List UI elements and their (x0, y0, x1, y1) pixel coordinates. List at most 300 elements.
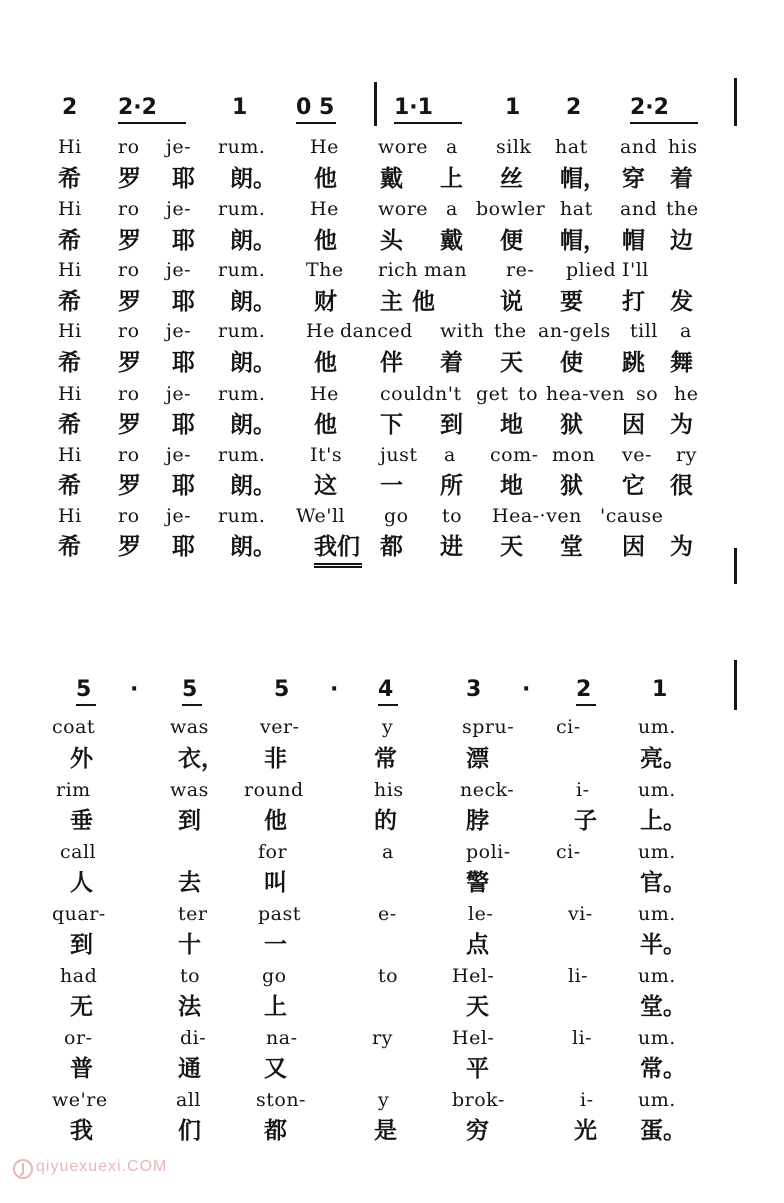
syllable: um. (638, 1027, 676, 1049)
syllable: the (494, 320, 527, 342)
syllable: Hi (58, 198, 82, 220)
syllable: ro (118, 198, 140, 220)
character: 朗。 (230, 166, 276, 192)
syllable: na- (266, 1027, 298, 1049)
character: 到 (70, 932, 93, 958)
syllable: ve- (622, 444, 652, 466)
syllable: Hi (58, 259, 82, 281)
syllable: poli- (466, 841, 511, 863)
syllable: had (60, 965, 98, 987)
character: 狱 (560, 412, 583, 438)
character: 耶 (172, 412, 195, 438)
syllable: ry (676, 444, 697, 466)
note-7: 1 (652, 677, 668, 702)
character: 耶 (172, 350, 195, 376)
character: 无 (70, 994, 93, 1020)
character: 去 (178, 870, 201, 896)
syllable: Hi (58, 383, 82, 405)
character: 耶 (172, 473, 195, 499)
character: 狱 (560, 473, 583, 499)
character: 因 (622, 412, 645, 438)
lyric-cn-line (0, 992, 784, 1022)
syllable: to (180, 965, 201, 987)
lyric-en-line (0, 380, 784, 410)
lyric-cn-line (0, 930, 784, 960)
syllable: to (378, 965, 399, 987)
watermark-logo-icon (12, 1158, 34, 1180)
syllable: ro (118, 136, 140, 158)
character: 罗 (118, 166, 141, 192)
syllable: and (620, 198, 658, 220)
character: 外 (70, 746, 93, 772)
syllable: je- (166, 136, 192, 158)
character: 光 (574, 1118, 597, 1144)
lyric-en-line (0, 838, 784, 868)
syllable: je- (166, 444, 192, 466)
syllable: je- (166, 505, 192, 527)
syllable: a (382, 841, 394, 863)
lyric-cn-line (0, 410, 784, 440)
syllable: um. (638, 965, 676, 987)
character: 十 (178, 932, 201, 958)
character: 到 (440, 412, 463, 438)
syllable: e- (378, 903, 397, 925)
syllable: hat (560, 198, 593, 220)
syllable: um. (638, 1089, 676, 1111)
syllable: ro (118, 383, 140, 405)
syllable: man (424, 259, 468, 281)
character: 跳 (622, 350, 645, 376)
character: 希 (58, 473, 81, 499)
character: 主 (380, 289, 403, 315)
character: 漂 (466, 746, 489, 772)
character: 点 (466, 932, 489, 958)
lyric-en-line (0, 1086, 784, 1116)
syllable: was (170, 716, 209, 738)
syllable: he (674, 383, 699, 405)
character: 地 (500, 473, 523, 499)
character: 到 (178, 808, 201, 834)
syllable: We'll (296, 505, 346, 527)
character: 朗。 (230, 228, 276, 254)
syllable: spru- (462, 716, 515, 738)
character: 通 (178, 1056, 201, 1082)
syllable: Hi (58, 136, 82, 158)
syllable: go (384, 505, 409, 527)
character: 为 (670, 534, 693, 560)
syllable: It's (310, 444, 343, 466)
beam-underline (378, 704, 398, 706)
character: 朗。 (230, 473, 276, 499)
character: 亮。 (640, 746, 686, 772)
syllable: Hi (58, 320, 82, 342)
syllable: re- (506, 259, 535, 281)
end-bar-line (734, 660, 737, 710)
lyric-en-line (0, 133, 784, 163)
character: 法 (178, 994, 201, 1020)
syllable: round (244, 779, 304, 801)
syllable: vi- (568, 903, 593, 925)
character: 天 (500, 350, 523, 376)
character: 我们 (314, 534, 360, 560)
note-3: 1 (232, 95, 248, 120)
beam-underline (296, 122, 336, 124)
syllable: 'cause (600, 505, 664, 527)
beam-underline (118, 122, 186, 124)
syllable: mon (552, 444, 596, 466)
note-2: 5 (182, 677, 198, 702)
syllable: um. (638, 779, 676, 801)
syllable: get (476, 383, 509, 405)
syllable: rum. (218, 444, 266, 466)
syllable: je- (166, 383, 192, 405)
note-4: 4 (378, 677, 394, 702)
character: 耶 (172, 289, 195, 315)
character: 他 (264, 808, 287, 834)
syllable: neck- (460, 779, 515, 801)
character: 希 (58, 350, 81, 376)
bar-line (374, 82, 377, 126)
syllable: le- (468, 903, 494, 925)
syllable: ci- (556, 716, 581, 738)
lyric-en-line (0, 900, 784, 930)
syllable: a (444, 444, 456, 466)
character: 上 (440, 166, 463, 192)
character: 官。 (640, 870, 686, 896)
syllable: ro (118, 444, 140, 466)
character: 罗 (118, 228, 141, 254)
character: 使 (560, 350, 583, 376)
syllable: rich (378, 259, 419, 281)
syllable: rum. (218, 198, 266, 220)
watermark-text: qiyuexuexi.COM (36, 1158, 168, 1175)
syllable: i- (580, 1089, 594, 1111)
lyric-en-line (0, 195, 784, 225)
syllable: to (442, 505, 463, 527)
syllable: je- (166, 198, 192, 220)
note-5: 3 (466, 677, 482, 702)
note-5: 1·1 (394, 95, 433, 120)
lyric-cn-line (0, 806, 784, 836)
syllable: rum. (218, 383, 266, 405)
note-8: 2·2 (630, 95, 669, 120)
lyric-en-line (0, 502, 784, 532)
beam-underline (76, 704, 96, 706)
syllable: ry (372, 1027, 393, 1049)
character: 一 (264, 932, 287, 958)
character: 他 (314, 166, 337, 192)
syllable: ro (118, 505, 140, 527)
lyric-cn-line (0, 744, 784, 774)
syllable: He (310, 383, 339, 405)
character: 这 (314, 473, 337, 499)
syllable: um. (638, 841, 676, 863)
character: 人 (70, 870, 93, 896)
beam-underline (576, 704, 596, 706)
character: 耶 (172, 228, 195, 254)
character: 希 (58, 289, 81, 315)
double-underline (314, 563, 362, 568)
character: 上。 (640, 808, 686, 834)
note-6: 2 (576, 677, 592, 702)
character: 常 (374, 746, 397, 772)
character: 叫 (264, 870, 287, 896)
character: 地 (500, 412, 523, 438)
syllable: rum. (218, 259, 266, 281)
note-3: 5 (274, 677, 290, 702)
character: 边 (670, 228, 693, 254)
character: 进 (440, 534, 463, 560)
syllable: ci- (556, 841, 581, 863)
character: 它 (622, 473, 645, 499)
note-7: 2 (566, 95, 582, 120)
syllable: go (262, 965, 287, 987)
syllable: rum. (218, 505, 266, 527)
character: 天 (500, 534, 523, 560)
character: 罗 (118, 473, 141, 499)
character: 着 (670, 166, 693, 192)
character: 戴 (440, 228, 463, 254)
character: 衣， (178, 746, 224, 772)
character: 脖 (466, 808, 489, 834)
syllable: wore (378, 198, 429, 220)
syllable: The (306, 259, 344, 281)
lyric-cn-line (0, 532, 784, 562)
syllable: quar- (52, 903, 106, 925)
syllable: was (170, 779, 209, 801)
character: 朗。 (230, 289, 276, 315)
lyric-cn-line (0, 226, 784, 256)
syllable: je- (166, 259, 192, 281)
lyric-cn-line (0, 164, 784, 194)
note-dot: · (130, 677, 139, 702)
lyric-cn-line (0, 471, 784, 501)
lyric-en-line (0, 256, 784, 286)
character: 朗。 (230, 412, 276, 438)
syllable: or- (64, 1027, 93, 1049)
character: 财 (314, 289, 337, 315)
character: 平 (466, 1056, 489, 1082)
syllable: just (380, 444, 418, 466)
character: 帽， (560, 166, 606, 192)
syllable: past (258, 903, 301, 925)
character: 堂 (560, 534, 583, 560)
character: 说 (500, 289, 523, 315)
character: 戴 (380, 166, 403, 192)
syllable: plied (566, 259, 617, 281)
note-6: 1 (505, 95, 521, 120)
syllable: He (306, 320, 335, 342)
lyric-en-line (0, 776, 784, 806)
syllable: Hel- (452, 965, 495, 987)
character: 很 (670, 473, 693, 499)
character: 天 (466, 994, 489, 1020)
character: 普 (70, 1056, 93, 1082)
syllable: couldn't (380, 383, 462, 405)
lyric-en-line (0, 713, 784, 743)
syllable: ter (178, 903, 208, 925)
character: 耶 (172, 166, 195, 192)
syllable: so (636, 383, 659, 405)
beam-underline (182, 704, 202, 706)
syllable: with (440, 320, 485, 342)
syllable: li- (568, 965, 589, 987)
syllable: the (666, 198, 699, 220)
syllable: and (620, 136, 658, 158)
syllable: a (446, 198, 458, 220)
character: 希 (58, 166, 81, 192)
character: 要 (560, 289, 583, 315)
character: 希 (58, 534, 81, 560)
character: 罗 (118, 289, 141, 315)
character: 为 (670, 412, 693, 438)
character: 帽， (560, 228, 606, 254)
syllable: li- (572, 1027, 593, 1049)
syllable: um. (638, 716, 676, 738)
syllable: a (446, 136, 458, 158)
syllable: to (518, 383, 539, 405)
character: 都 (380, 534, 403, 560)
lyric-en-line (0, 317, 784, 347)
beam-underline (630, 122, 698, 124)
note-dot: · (330, 677, 339, 702)
syllable: He (310, 198, 339, 220)
note-2: 2·2 (118, 95, 157, 120)
syllable: till (630, 320, 658, 342)
character: 罗 (118, 534, 141, 560)
character: 我 (70, 1118, 93, 1144)
syllable: ston- (256, 1089, 306, 1111)
syllable: um. (638, 903, 676, 925)
character: 伴 (380, 350, 403, 376)
syllable: all (176, 1089, 201, 1111)
syllable: bowler (476, 198, 546, 220)
character: 下 (380, 412, 403, 438)
syllable: ver- (260, 716, 300, 738)
character: 是 (374, 1118, 397, 1144)
syllable: his (374, 779, 404, 801)
character: 罗 (118, 412, 141, 438)
character: 着 (440, 350, 463, 376)
character: 上 (264, 994, 287, 1020)
character: 丝 (500, 166, 523, 192)
syllable: He (310, 136, 339, 158)
note-1: 5 (76, 677, 92, 702)
syllable: silk (496, 136, 532, 158)
syllable: his (668, 136, 698, 158)
character: 他 (314, 350, 337, 376)
character: 打 (622, 289, 645, 315)
character: 都 (264, 1118, 287, 1144)
syllable: rim (56, 779, 91, 801)
syllable: di- (180, 1027, 207, 1049)
syllable: com- (490, 444, 539, 466)
character: 半。 (640, 932, 686, 958)
beam-underline (394, 122, 462, 124)
lyric-cn-line (0, 1116, 784, 1146)
syllable: coat (52, 716, 96, 738)
lyric-cn-line (0, 287, 784, 317)
lyric-cn-line (0, 1054, 784, 1084)
character: 蛋。 (640, 1118, 686, 1144)
lyric-en-line (0, 962, 784, 992)
character: 穿 (622, 166, 645, 192)
character: 他 (314, 228, 337, 254)
character: 头 (380, 228, 403, 254)
notation-row-1 (0, 94, 784, 124)
syllable: rum. (218, 320, 266, 342)
syllable: hea-ven (546, 383, 625, 405)
note-dot: · (522, 677, 531, 702)
lyric-en-line (0, 441, 784, 471)
character: 舞 (670, 350, 693, 376)
syllable: Hea-·ven (492, 505, 582, 527)
character: 耶 (172, 534, 195, 560)
character: 穷 (466, 1118, 489, 1144)
character: 希 (58, 412, 81, 438)
character: 他 (314, 412, 337, 438)
character: 又 (264, 1056, 287, 1082)
syllable: rum. (218, 136, 266, 158)
syllable: Hel- (452, 1027, 495, 1049)
character: 们 (178, 1118, 201, 1144)
syllable: hat (555, 136, 588, 158)
character: 帽 (622, 228, 645, 254)
character: 发 (670, 289, 693, 315)
syllable: y (382, 716, 394, 738)
syllable: Hi (58, 505, 82, 527)
syllable: we're (52, 1089, 108, 1111)
character: 所 (440, 473, 463, 499)
note-1: 2 (62, 95, 78, 120)
syllable: danced (340, 320, 413, 342)
notation-row-2 (0, 676, 784, 706)
character: 常。 (640, 1056, 686, 1082)
character: 子 (574, 808, 597, 834)
syllable: ro (118, 259, 140, 281)
character: 便 (500, 228, 523, 254)
syllable: an-gels (538, 320, 611, 342)
syllable: je- (166, 320, 192, 342)
character: 罗 (118, 350, 141, 376)
lyric-en-line (0, 1024, 784, 1054)
syllable: ro (118, 320, 140, 342)
character: 朗。 (230, 534, 276, 560)
character: 警 (466, 870, 489, 896)
syllable: wore (378, 136, 429, 158)
character: 垂 (70, 808, 93, 834)
character: 朗。 (230, 350, 276, 376)
syllable: brok- (452, 1089, 505, 1111)
syllable: y (378, 1089, 390, 1111)
syllable: for (258, 841, 288, 863)
syllable: a (680, 320, 692, 342)
character: 的 (374, 808, 397, 834)
bar-line (734, 78, 737, 126)
syllable: Hi (58, 444, 82, 466)
syllable: i- (576, 779, 590, 801)
character: 堂。 (640, 994, 686, 1020)
character: 他 (412, 289, 435, 315)
character: 一 (380, 473, 403, 499)
note-4: 0 5 (296, 95, 335, 120)
character: 因 (622, 534, 645, 560)
lyric-cn-line (0, 868, 784, 898)
character: 希 (58, 228, 81, 254)
syllable: I'll (622, 259, 649, 281)
character: 非 (264, 746, 287, 772)
syllable: call (60, 841, 97, 863)
